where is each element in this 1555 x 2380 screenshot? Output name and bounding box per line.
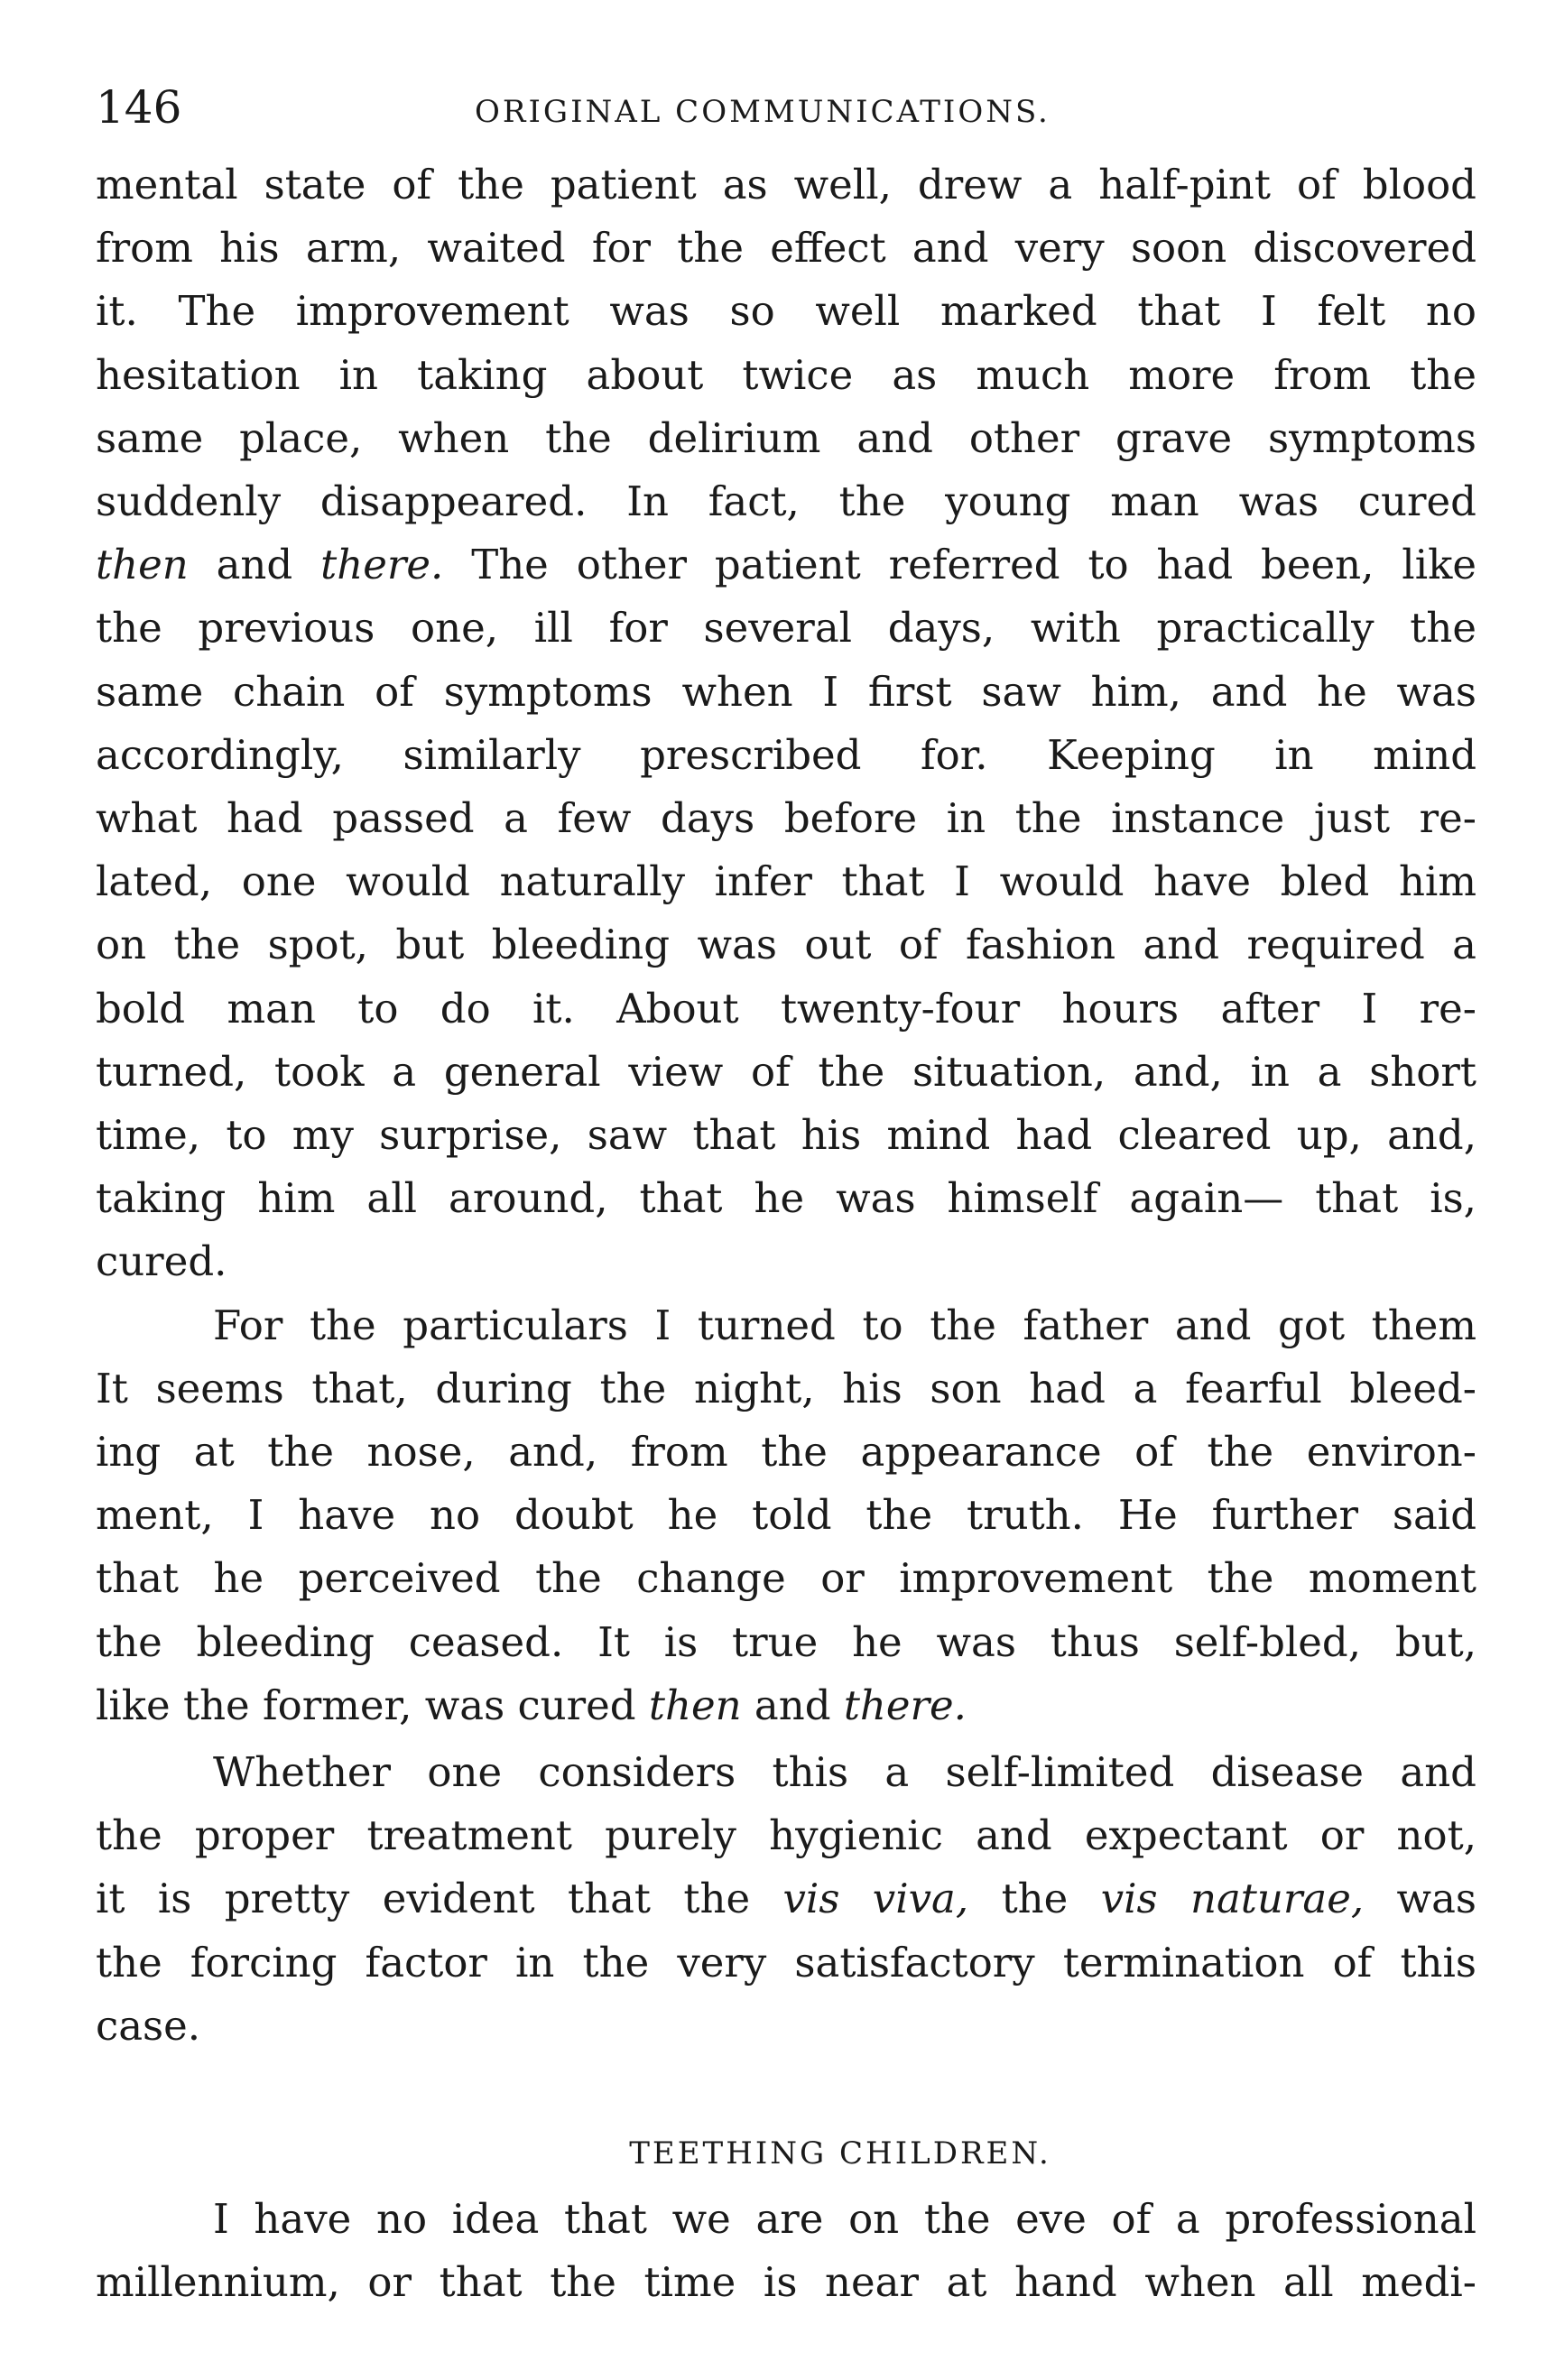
text-line: then and there. The other patient referred to had been, like [96,541,1476,589]
text-line: from his arm, waited for the effect and very soon discovered [96,224,1476,273]
text-line: accordingly, similarly prescribed for. Keeping in mind [96,730,1476,779]
text-line: hesitation in taking about twice as much more from the [96,350,1476,399]
text-line: Whether one considers this a self-limited disease and [213,1748,1476,1797]
text-line: the previous one, ill for several days, with practically the [96,604,1476,653]
text-line: taking him all around, that he was himself again— that is, [96,1174,1476,1223]
text-line: what had passed a few days before in the instance just re- [96,794,1476,843]
text-line: suddenly disappeared. In fact, the young man was cured [96,477,1476,526]
text-line: turned, took a general view of the situation, and, in a short [96,1047,1476,1096]
text-line: the proper treatment purely hygienic and expectant or not, [96,1811,1476,1860]
text-line: same chain of symptoms when I first saw him, and he was [96,667,1476,716]
text-line: that he perceived the change or improvement the moment [96,1554,1476,1603]
paragraph-4 [96,2188,1476,2314]
section-heading: TEETHING CHILDREN. [629,2135,1051,2172]
text-line: the bleeding ceased. It is true he was thus self-bled, but, [96,1617,1476,1666]
book-page [96,81,1476,2315]
text-line: it. The improvement was so well marked that I felt no [96,287,1476,336]
text-line: on the spot, but bleeding was out of fashion and required a [96,921,1476,969]
paragraph-2 [96,1294,1476,1737]
text-line: millennium, or that the time is near at hand when all medi- [96,2258,1476,2307]
text-line: it is pretty evident that the vis viva, the vis naturae, was [96,1875,1476,1923]
page-number: 146 [96,81,182,134]
text-line: mental state of the patient as well, drew a half-pint of blood [96,161,1476,208]
text-line: bold man to do it. About twenty-four hours after I re- [96,984,1476,1033]
text-line: like the former, was cured then and there. [96,1681,967,1729]
text-line: I have no idea that we are on the eve of a professional [213,2195,1476,2244]
text-line: case. [96,2001,201,2050]
text-line: time, to my surprise, saw that his mind had cleared up, and, [96,1111,1476,1160]
running-head [96,81,1476,153]
text-line: ment, I have no doubt he told the truth. He further said [96,1491,1476,1540]
running-title: ORIGINAL COMMUNICATIONS. [475,94,1051,130]
text-line: For the particulars I turned to the father and got them [213,1301,1476,1349]
text-line: the forcing factor in the very satisfactory termination of this [96,1938,1476,1986]
text-line: same place, when the delirium and other grave symptoms [96,413,1476,462]
text-line: cured. [96,1237,227,1286]
text-line: It seems that, during the night, his son had a fearful bleed- [96,1364,1476,1412]
paragraph-1 [96,153,1476,1294]
text-line: lated, one would naturally infer that I would have bled him [96,857,1476,906]
text-line: ing at the nose, and, from the appearance of the environ- [96,1428,1476,1477]
paragraph-3 [96,1741,1476,2058]
